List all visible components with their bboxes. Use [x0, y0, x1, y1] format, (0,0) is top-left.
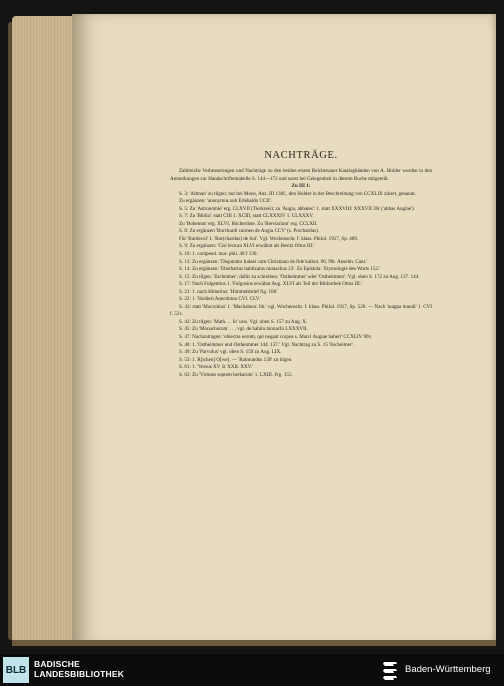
lions-emblem-icon [381, 659, 401, 681]
book-bottom-edge [12, 640, 496, 646]
entry-paragraph: S. 61: 1. 'Versus XV 5r XXII. XXV.' [179, 364, 253, 371]
entry-paragraph: S. 53: 1. R[ichen] O[we]. — 'Raimundus 139' zu tilgen. [179, 356, 293, 363]
entry-paragraph: S. 17: Nach Fulgentius 1. 'Fulgosius erwähnt Aug. XLVI als Teil der Bibliothek Ottos III.' [179, 281, 362, 288]
intro-paragraph: Zahlreiche Verbesserungen und Nachträge zu den beiden ersten Reichenauer Katalogbänden von A. Holder wurden in den Anmerkungen zur Handschriftentabelle S. 144—172 und sonst bei Gelegenheit in diesem Buche mitgeteilt. [170, 168, 432, 182]
entry-paragraph: S. 7: Zu 'Biblia': statt CIII 1. XCIII, statt CLXXXIV 1. CLXXXV. [179, 213, 314, 220]
library-name[interactable] [34, 659, 124, 679]
entry-paragraph: Zu 'Bohemus' erg. XLVI, Bücherliste. Zu 'Breviarium' erg. CCLXII. [179, 220, 318, 227]
entry-paragraph: S. 8: Zu ergänzen 'Burchardi carmen de Augia CCV' (s. Purchardus). [179, 228, 320, 235]
page-text [170, 150, 432, 379]
entry-paragraph: S. 13: Zu ergänzen: 'Disputatio Iudaei cum Christiano de fide kathol. 90, 99r. Anselm. Cant.' [179, 258, 368, 265]
entry-paragraph: S. 21: 1. nach Himerius: 'Himmelsbrief fig. 108.' [179, 288, 279, 295]
entry-paragraph: S. 42: statt 'Macrobius' 1. 'Machabeor. lib.' vgl. Wochenschr. f. klass. Philol. 1917, Sp. 526. — Nach 'mappa mundi' 1. CVI f. 52v. [170, 303, 432, 318]
page-title: NACHTRÄGE. [264, 150, 338, 161]
state-name[interactable]: Baden-Württemberg [405, 664, 491, 675]
entry-paragraph: S. 43: Zu tilgen: 'Math. . . Io' usw. Vgl. oben S. 157 zu Aug. X. [179, 318, 308, 325]
blb-logo[interactable]: BLB [3, 657, 29, 683]
entry-paragraph: S. 3: 'Altman' zu tilgen; nur bei Mone, Anz. III 136f., den Holder in der Beschreibung von CCXLIX zitiert, genannt. [179, 190, 416, 197]
section-heading: Zu III 1: [291, 183, 311, 190]
library-name-line2: LANDESBIBLIOTHEK [34, 669, 125, 679]
entry-paragraph: S. 22: 1. 'Holderi Anecdoton CVI. CLV.' [179, 296, 261, 303]
entry-paragraph: S. 5: Zu 'Astronomie' erg. CLXVII (Tierkreis); zu 'Augia, abbates': 1. statt XXXVIII: XXXVII 39r ('abbas Augiae'). [179, 205, 415, 212]
entry-paragraph: S. 10: 1. compend. mor. phil. 48 f 130. [179, 251, 258, 258]
entry-paragraph: Zu ergänzen: 'anonymus sub Erlebaldo CCII'. [179, 198, 272, 205]
entry-paragraph: S. 15: Zu tilgen: 'Escheimer', dafür zu schreiben: 'Ostheimmer' oder 'Ostheimmer'. Vgl. oben S. 172 zu Aug. 137. 144. [179, 273, 420, 280]
entry-paragraph: S. 62: Zu 'Virtutes septem herbarum' 1. LXIII. Frg. 155. [179, 371, 293, 378]
library-name-line1: BADISCHE [34, 659, 80, 669]
entry-paragraph: S. 9: Zu ergänzen: 'Cisi lectura XLVI erwähnt als Besitz Ottos III.' [179, 243, 315, 250]
entry-paragraph: S. 48: 1. 'Ostheimmer und Ostheimmer 144. 137.' Vgl. Nachtrag zu S. 15 'Escheimer'. [179, 341, 354, 348]
entry-paragraph: S. 45: Zu 'Monachorum' . . . vgl. de habitu monachi LXXXVII. [179, 326, 308, 333]
entry-paragraph: S. 47: Nachzutragen: 'obiectio eorum, qui negant corpus s. Marci Augiae haberi' CCXLIV 90v. [179, 334, 373, 341]
entry-paragraph: S. 14: Zu ergänzen: 'Eberhartus babtizatus monachus 23'. Zu Epistola: 'Etymologie des Worts 152.' [179, 266, 381, 273]
entry-paragraph: Für 'Burdecol' 1. 'Bur(chardus) de Sol'. Vgl. Wochenschr. f. klass. Philol. 1917, Sp. 489. [179, 235, 359, 242]
entry-paragraph: S. 49: Zu 'Parvulus' vgl. oben S. 159 zu Aug. LIX. [179, 349, 282, 356]
